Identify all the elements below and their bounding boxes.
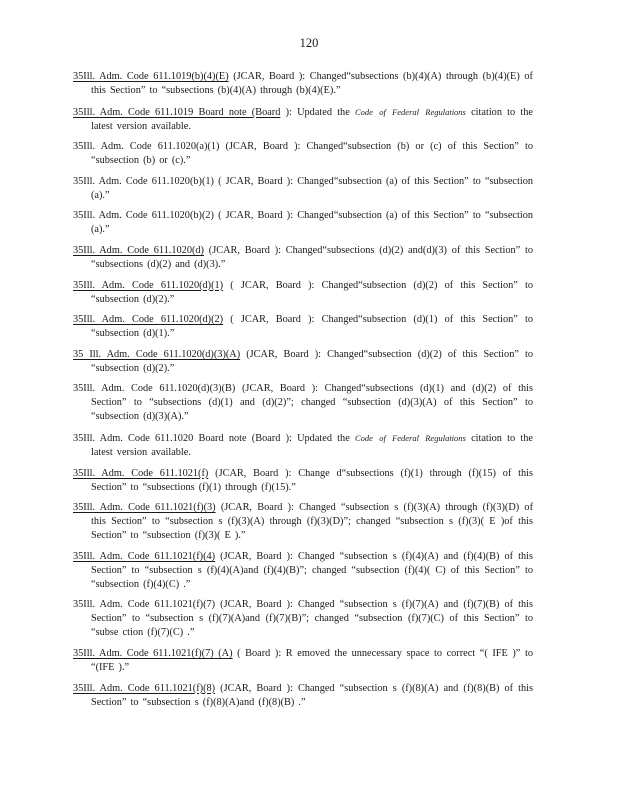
entry-text: (JCAR, Board ): Changed“subsection (d)(2) of this Section” to “subsection (d)(2).” [91,348,533,374]
change-entry [73,70,533,98]
change-entry [73,313,533,341]
change-entry [73,467,533,495]
change-entry [73,209,533,237]
change-entry [73,348,533,376]
entry-text: ( JCAR, Board ): Changed“subsection (d)(2) of this Section” to “subsection (d)(2).” [91,279,533,305]
change-entry [73,279,533,307]
change-entry [73,682,533,710]
entry-text: (JCAR, Board ): Changed“subsections (d)(2) and(d)(3) of this Section” to “subsections (d)(2) and (d)(3).” [91,244,533,270]
entry-citation: 35Ill. Adm. Code 611.1021(f)(8) [73,682,216,694]
entry-text: 35Ill. Adm. Code 611.1020(d)(3)(B) (JCAR, Board ): Changed“subsections (d)(1) and (d)(2) of this Section” to “subsections (d)(1) and (d)(2)”; changed “subsection (d)(3)(A) of this Section” to “subsection (d)(3)(A).” [73,383,533,423]
entry-citation: 35Ill. Adm. Code 611.1021(f) [73,467,209,479]
entry-text: ( Board ): R emoved the unnecessary space to correct “( IFE )” to “(IFE ).” [91,647,533,673]
change-entry [73,550,533,592]
entry-text: ( JCAR, Board ): Changed“subsection (d)(1) of this Section” to “subsection (d)(1).” [91,314,533,340]
entry-text: 35Ill. Adm. Code 611.1021(f)(7) (JCAR, Board ): Changed “subsection s (f)(7)(A) and (f)(7)(B) of this Section” to “subsection s (f)(7)(A)and (f)(7)(B)”; changed “subsection (f)(7)(C) of this Section” to “subse ction (f)(7)(C) .” [73,599,533,639]
entry-text: (JCAR, Board ): Changed “subsection s (f)(3)(A) through (f)(3)(D) of this Section” to “subsection s (f)(3)(A) through (f)(3)(D)”; changed “subsection s (f)(3)( E )of this Section” to “subsection (f)(3)( E ).” [91,502,534,542]
change-entry [73,140,533,168]
entry-text: (JCAR, Board ): Changed “subsection s (f)(4)(A) and (f)(4)(B) of this Section” to “subsection s (f)(4)(A)and (f)(4)(B)”; changed “subsection (f)(4)( C) of this Section” to “subsection (f)(4)(C) .” [91,550,533,590]
entry-text: citation to the latest version available. [91,432,533,458]
change-list [73,70,533,716]
change-entry [73,647,533,675]
page-number: 120 [299,36,319,50]
change-entry [73,382,533,424]
entry-text: (JCAR, Board ): Change d“subsections (f)(1) through (f)(15) of this Section” to “subsections (f)(1) through (f)(15).” [91,467,533,493]
change-entry [73,501,533,543]
change-entry [73,431,533,460]
change-entry [73,598,533,640]
entry-citation: 35Ill. Adm. Code 611.1021(f)(3) [73,502,216,514]
entry-text: 35Ill. Adm. Code 611.1020(b)(2) ( JCAR, Board ): Changed“subsection (a) of this Section” to “subsection (a).” [73,210,533,236]
change-entry [73,105,533,134]
entry-citation: 35Ill. Adm. Code 611.1020(d)(2) [73,314,224,326]
entry-citation: 35Ill. Adm. Code 611.1021(f)(4) [73,550,216,562]
cfr-title: Code of Federal Regulations [355,106,466,117]
entry-text: 35Ill. Adm. Code 611.1020 Board note (Board ): Updated the [73,432,355,444]
cfr-title: Code of Federal Regulations [354,432,466,443]
entry-text: 35Ill. Adm. Code 611.1020(b)(1) ( JCAR, Board ): Changed“subsection (a) of this Section” to “subsection (a).” [73,175,533,201]
entry-citation: 35Ill. Adm. Code 611.1019(b)(4)(E) [73,71,229,82]
entry-text: 35Ill. Adm. Code 611.1020(a)(1) (JCAR, Board ): Changed“subsection (b) or (c) of this Section” to “subsection (b) or (c).” [73,141,533,167]
entry-citation: 35Ill. Adm. Code 611.1020(d)(1) [73,279,224,291]
entry-citation: 35Ill. Adm. Code 611.1019 Board note (Board [73,106,281,118]
entry-text: (JCAR, Board ): Changed “subsection s (f)(8)(A) and (f)(8)(B) of this Section” to “subsection s (f)(8)(A)and (f)(8)(B) .” [91,682,533,708]
entry-citation: 35Ill. Adm. Code 611.1020(d) [73,244,204,256]
entry-citation: 35 Ill. Adm. Code 611.1020(d)(3)(A) [73,348,241,360]
entry-text: (JCAR, Board ): Changed“subsections (b)(4)(A) through (b)(4)(E) of this Section” to “subsections (b)(4)(A) through (b)(4)(E).” [91,71,533,96]
entry-citation: 35Ill. Adm. Code 611.1021(f)(7) (A) [73,647,233,659]
entry-text: ): Updated the [280,106,355,118]
change-entry [73,244,533,272]
change-entry [73,175,533,203]
entry-text: citation to the latest version available. [91,106,533,132]
